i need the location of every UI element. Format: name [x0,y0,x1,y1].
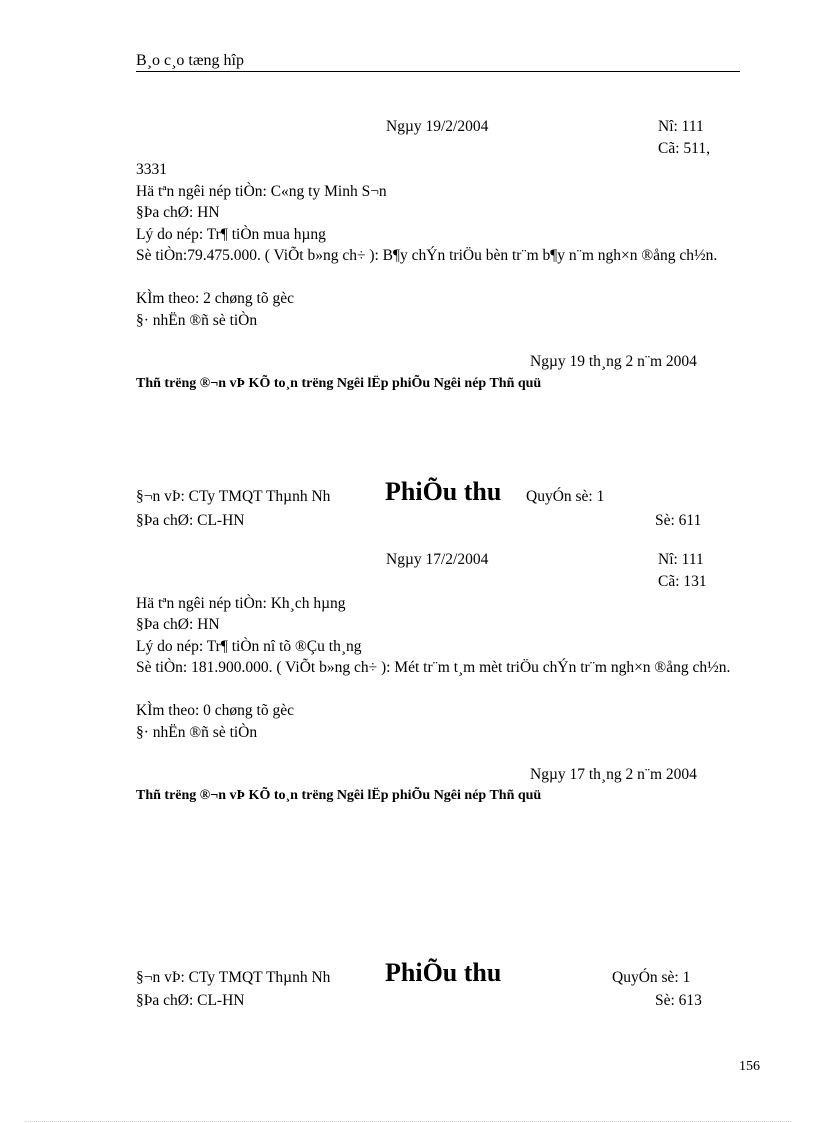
receipt2-title: PhiÕu thu [385,477,502,506]
receipt1-attachments: KÌm theo: 2 chøng tõ gèc [136,290,294,307]
receipt3-title: PhiÕu thu [385,958,502,987]
header-rule [136,71,740,72]
receipt1-signatures: Thñ trëng ®¬n vÞ KÕ to¸n trëng Ngêi lËp phiÕu Ngêi nép Thñ quü [136,376,542,391]
receipt2-received: §· nhËn ®ñ sè tiÒn [136,724,258,741]
receipt2-unit-address: §Þa chØ: CL-HN [136,512,245,529]
page-header-title: B¸o c¸o tæng hîp [136,52,244,69]
receipt2-debit: Nî: 111 [658,551,704,568]
receipt2-signatures: Thñ trëng ®¬n vÞ KÕ to¸n trëng Ngêi lËp phiÕu Ngêi nép Thñ quü [136,788,542,803]
receipt2-sign-date: Ngµy 17 th¸ng 2 n¨m 2004 [530,766,697,783]
receipt1-date: Ngµy 19/2/2004 [386,118,489,135]
receipt2-unit: §¬n vÞ: CTy TMQT Thµnh Nh [136,488,331,505]
receipt1-sign-date: Ngµy 19 th¸ng 2 n¨m 2004 [530,353,697,370]
receipt3-book: QuyÓn sè: 1 [612,969,691,986]
receipt3-unit: §¬n vÞ: CTy TMQT Thµnh Nh [136,969,331,986]
receipt1-reason: Lý do nép: Tr¶ tiÒn mua hµng [136,226,326,243]
page-bottom-border [25,1121,791,1122]
receipt3-number: Sè: 613 [655,992,702,1009]
receipt2-reason: Lý do nép: Tr¶ tiÒn nî tõ ®Çu th¸ng [136,638,362,655]
receipt1-payer: Hä tªn ngêi nép tiÒn: C«ng ty Minh S¬n [136,183,387,200]
receipt1-debit: Nî: 111 [658,118,704,135]
receipt2-number: Sè: 611 [655,512,702,529]
receipt2-amount: Sè tiÒn: 181.900.000. ( ViÕt b»ng ch÷ ): Mét tr¨m t¸m mèt triÖu chÝn tr¨m ngh×n ®ång ch½n. [136,659,731,676]
receipt2-payer: Hä tªn ngêi nép tiÒn: Kh¸ch hµng [136,595,346,612]
receipt1-received: §· nhËn ®ñ sè tiÒn [136,312,258,329]
receipt1-address: §Þa chØ: HN [136,204,220,221]
receipt1-credit: Cã: 511, [658,140,710,157]
receipt1-amount: Sè tiÒn:79.475.000. ( ViÕt b»ng ch÷ ): B¶y chÝn triÖu bèn tr¨m b¶y n¨m ngh×n ®ång ch½n. [136,247,718,264]
receipt2-book: QuyÓn sè: 1 [526,488,605,505]
page-number: 156 [739,1059,760,1074]
receipt2-attachments: KÌm theo: 0 chøng tõ gèc [136,702,294,719]
receipt3-unit-address: §Þa chØ: CL-HN [136,992,245,1009]
receipt2-address: §Þa chØ: HN [136,616,220,633]
receipt1-credit-cont: 3331 [136,161,167,178]
receipt2-date: Ngµy 17/2/2004 [386,551,489,568]
receipt2-credit: Cã: 131 [658,573,707,590]
